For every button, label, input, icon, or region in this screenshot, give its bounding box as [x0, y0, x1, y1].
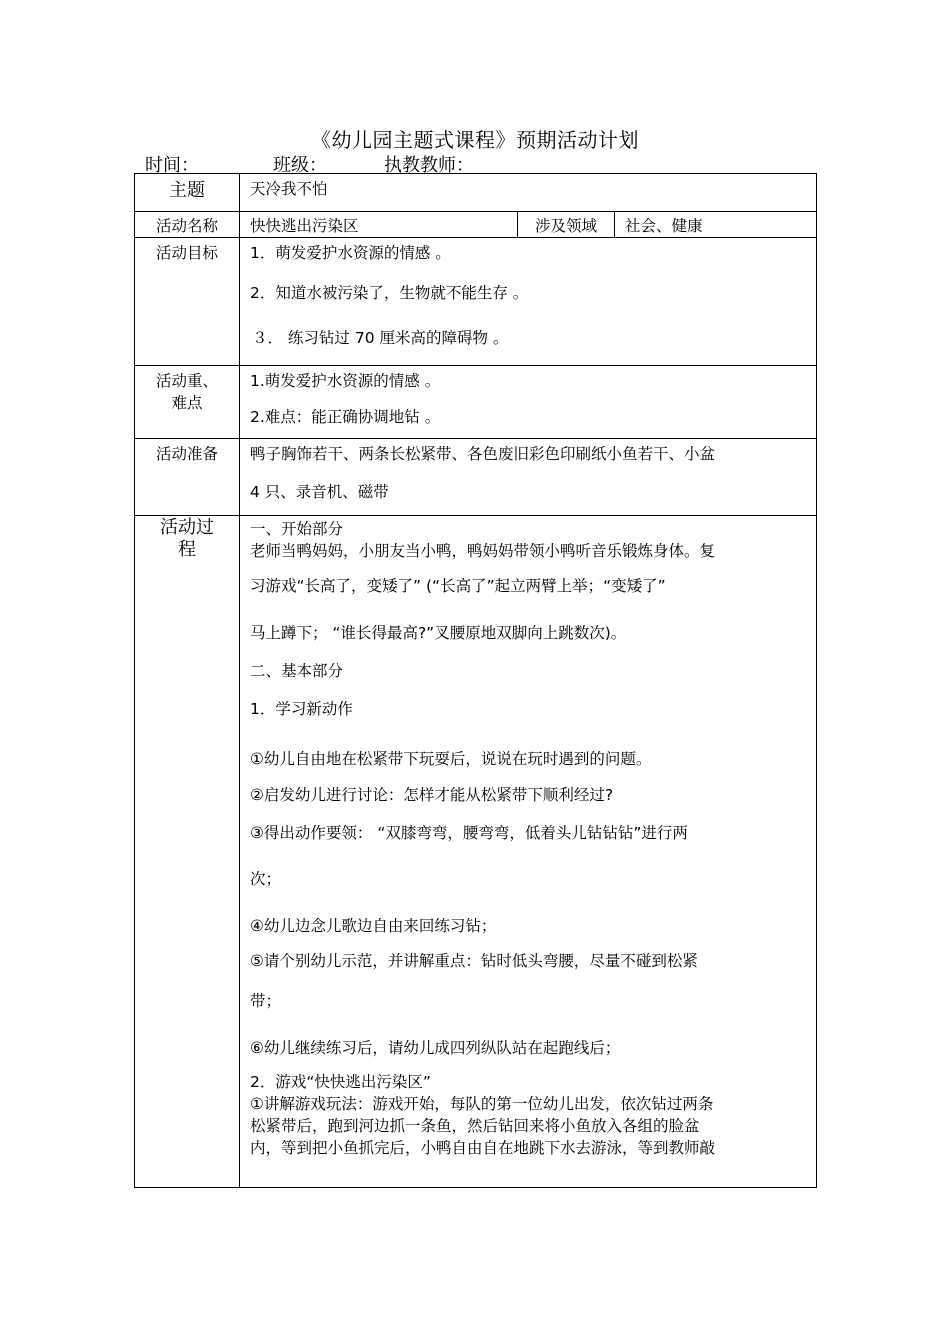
process-line: 1．学习新动作: [250, 700, 353, 718]
theme-value: 天冷我不怕: [240, 174, 817, 212]
key-points-label-line: 活动重、: [155, 372, 218, 390]
process-line: 次；: [250, 870, 282, 888]
process-line: ①幼儿自由地在松紧带下玩耍后，说说在玩时遇到的问题。: [250, 750, 652, 768]
row-goals: [135, 238, 817, 366]
process-line: 一、开始部分: [250, 520, 344, 538]
key-point-item: 1.萌发爱护水资源的情感 。: [250, 372, 441, 390]
domain-value: 社会、健康: [615, 212, 817, 238]
key-point-item: 2.难点：能正确协调地钻 。: [250, 408, 441, 426]
key-points-label-line: 难点: [171, 394, 203, 412]
process-line: ③得出动作要领： “双膝弯弯，腰弯弯，低着头儿钻钻钻”进行两: [250, 824, 688, 842]
goals-content: [240, 238, 817, 366]
teacher-label: 执教教师：: [384, 155, 474, 176]
row-activity: [135, 212, 817, 238]
goals-label: 活动目标: [135, 238, 240, 366]
process-line: 带；: [250, 992, 282, 1010]
process-line: ⑥幼儿继续练习后，请幼儿成四列纵队站在起跑线后；: [250, 1039, 621, 1057]
process-content: [240, 516, 817, 1188]
process-line: 二、基本部分: [250, 662, 344, 680]
process-label-line: 程: [178, 539, 196, 560]
process-label: [135, 516, 240, 1188]
process-label-line: 活动过: [160, 517, 214, 538]
domain-label: 涉及领域: [518, 212, 615, 238]
plan-table: [134, 173, 817, 1188]
process-line: 马上蹲下； “谁长得最高?”叉腰原地双脚向上跳数次)。: [250, 624, 627, 642]
activity-value: 快快逃出污染区: [240, 212, 518, 238]
process-line: 习游戏“长高了，变矮了” (“长高了”起立两臂上举；“变矮了”: [250, 577, 666, 595]
process-line: 2．游戏“快快逃出污染区”: [250, 1073, 431, 1091]
theme-label: 主题: [135, 174, 240, 212]
process-line: ②启发幼儿进行讨论：怎样才能从松紧带下顺利经过?: [250, 786, 614, 804]
row-key-points: [135, 366, 817, 439]
process-line: ④幼儿边念儿歌边自由来回练习钻；: [250, 917, 497, 935]
goal-item: 1．萌发爱护水资源的情感 。: [250, 244, 451, 262]
key-points-label: [135, 366, 240, 439]
activity-label: 活动名称: [135, 212, 240, 238]
class-label: 班级：: [273, 155, 327, 176]
process-line: ⑤请个别幼儿示范，并讲解重点：钻时低头弯腰，尽量不碰到松紧: [250, 952, 698, 970]
preparation-content: [240, 439, 817, 516]
row-theme: [135, 174, 817, 212]
preparation-line: 鸭子胸饰若干、两条长松紧带、各色废旧彩色印刷纸小鱼若干、小盆: [250, 445, 716, 463]
key-points-content: [240, 366, 817, 439]
process-line: 内，等到把小鱼抓完后，小鸭自由自在地跳下水去游泳，等到教师敲: [250, 1139, 716, 1157]
row-preparation: [135, 439, 817, 516]
process-line: 松紧带后，跑到河边抓一条鱼，然后钻回来将小鱼放入各组的脸盆: [250, 1117, 700, 1135]
process-line: 老师当鸭妈妈，小朋友当小鸭，鸭妈妈带领小鸭听音乐锻炼身体。复: [250, 542, 716, 560]
preparation-line: 4 只、录音机、磁带: [250, 483, 389, 501]
row-process: [135, 516, 817, 1188]
goal-item: 2．知道水被污染了，生物就不能生存 。: [250, 284, 529, 302]
page-title: 《幼儿园主题式课程》预期活动计划: [311, 128, 639, 152]
time-label: 时间：: [145, 155, 199, 176]
process-line: ①讲解游戏玩法：游戏开始，每队的第一位幼儿出发，依次钻过两条: [250, 1095, 714, 1113]
goal-item: ３． 练习钻过 70 厘米高的障碍物 。: [252, 329, 509, 347]
preparation-label: 活动准备: [135, 439, 240, 516]
